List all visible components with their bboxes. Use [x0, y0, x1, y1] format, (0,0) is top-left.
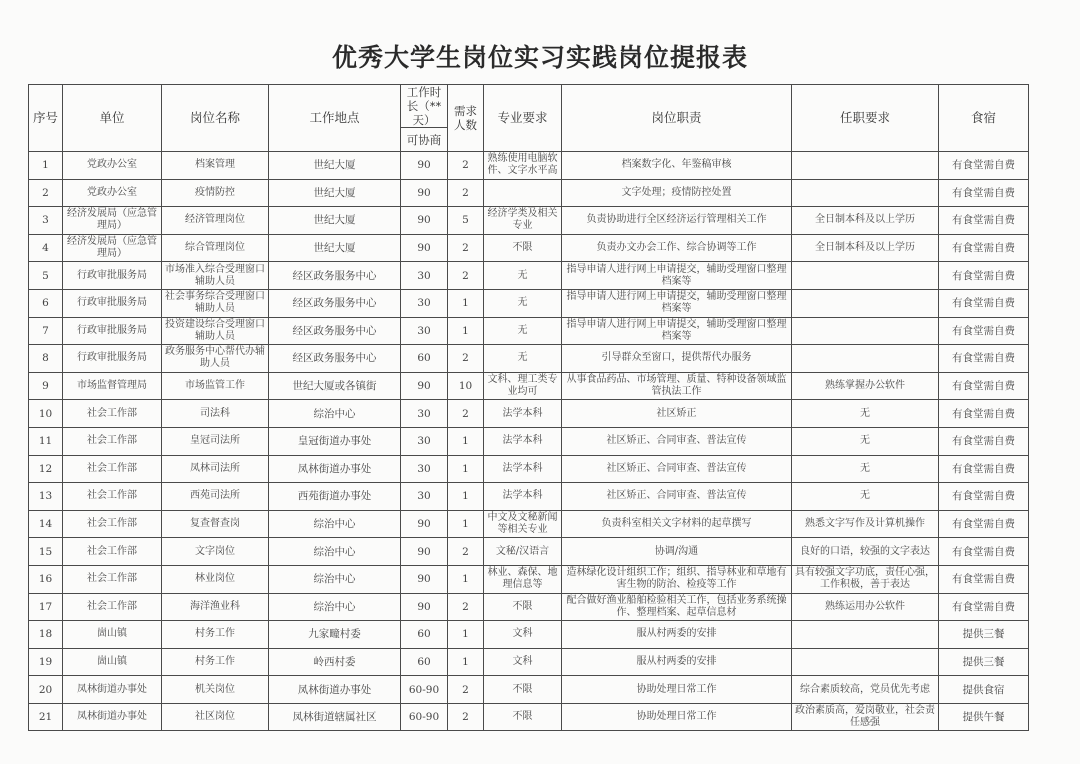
cell-duration: 60-90	[401, 676, 448, 704]
cell-seq: 3	[29, 207, 63, 235]
cell-major: 无	[484, 345, 562, 373]
cell-requirements	[792, 152, 939, 180]
cell-unit: 社会工作部	[63, 593, 162, 621]
cell-board: 提供三餐	[939, 621, 1029, 649]
cell-location: 皇冠街道办事处	[269, 427, 401, 455]
cell-board: 提供三餐	[939, 648, 1029, 676]
table-row	[29, 207, 1029, 235]
cell-position: 司法科	[162, 400, 269, 428]
cell-duties: 协调/沟通	[562, 538, 792, 566]
cell-seq: 13	[29, 483, 63, 511]
cell-duration: 60	[401, 621, 448, 649]
cell-location: 岭西村委	[269, 648, 401, 676]
cell-unit: 社会工作部	[63, 538, 162, 566]
positions-table	[28, 84, 1029, 731]
cell-duties: 配合做好渔业船舶检验相关工作，包括业务系统操作、整理档案、起草信息材	[562, 593, 792, 621]
table-row	[29, 455, 1029, 483]
cell-count: 2	[448, 179, 484, 207]
table-row	[29, 400, 1029, 428]
cell-requirements: 无	[792, 427, 939, 455]
cell-count: 1	[448, 510, 484, 538]
cell-count: 2	[448, 152, 484, 180]
cell-major: 中文及文秘新闻等相关专业	[484, 510, 562, 538]
cell-count: 2	[448, 538, 484, 566]
cell-location: 世纪大厦或各镇街	[269, 372, 401, 400]
cell-seq: 7	[29, 317, 63, 345]
cell-duties: 负责办文办会工作、综合协调等工作	[562, 234, 792, 262]
cell-seq: 15	[29, 538, 63, 566]
cell-board: 提供午餐	[939, 703, 1029, 731]
table-row	[29, 427, 1029, 455]
cell-duties: 社区矫正	[562, 400, 792, 428]
cell-location: 西苑街道办事处	[269, 483, 401, 511]
cell-location: 凤林街道辖属社区	[269, 703, 401, 731]
header-duties: 岗位职责	[562, 85, 792, 152]
cell-count: 1	[448, 317, 484, 345]
cell-position: 西苑司法所	[162, 483, 269, 511]
cell-seq: 4	[29, 234, 63, 262]
cell-seq: 18	[29, 621, 63, 649]
cell-count: 1	[448, 565, 484, 593]
cell-requirements: 良好的口语，较强的文字表达	[792, 538, 939, 566]
cell-requirements	[792, 317, 939, 345]
cell-unit: 经济发展局（应急管理局）	[63, 207, 162, 235]
cell-duration: 90	[401, 593, 448, 621]
table-row	[29, 593, 1029, 621]
cell-duties: 社区矫正、合同审查、普法宣传	[562, 483, 792, 511]
cell-board: 有食堂需自费	[939, 262, 1029, 290]
cell-board: 有食堂需自费	[939, 152, 1029, 180]
cell-count: 1	[448, 289, 484, 317]
cell-requirements	[792, 621, 939, 649]
table-row	[29, 345, 1029, 373]
cell-position: 综合管理岗位	[162, 234, 269, 262]
cell-location: 凤林街道办事处	[269, 676, 401, 704]
cell-requirements	[792, 179, 939, 207]
cell-position: 机关岗位	[162, 676, 269, 704]
cell-count: 2	[448, 345, 484, 373]
cell-duties: 指导申请人进行网上申请提交，辅助受理窗口整理档案等	[562, 289, 792, 317]
cell-location: 世纪大厦	[269, 152, 401, 180]
cell-duration: 30	[401, 400, 448, 428]
table-row	[29, 289, 1029, 317]
cell-duties: 服从村两委的安排	[562, 621, 792, 649]
cell-duration: 90	[401, 510, 448, 538]
cell-requirements: 熟练掌握办公软件	[792, 372, 939, 400]
cell-requirements: 熟练运用办公软件	[792, 593, 939, 621]
table-row	[29, 317, 1029, 345]
cell-major: 文科、理工类专业均可	[484, 372, 562, 400]
cell-major	[484, 179, 562, 207]
cell-board: 有食堂需自费	[939, 345, 1029, 373]
cell-major: 熟练使用电脑软件、文字水平高	[484, 152, 562, 180]
cell-duties: 指导申请人进行网上申请提交，辅助受理窗口整理档案等	[562, 262, 792, 290]
cell-seq: 17	[29, 593, 63, 621]
cell-duties: 指导申请人进行网上申请提交，辅助受理窗口整理档案等	[562, 317, 792, 345]
header-count: 需求人数	[448, 85, 484, 152]
cell-seq: 12	[29, 455, 63, 483]
cell-count: 1	[448, 621, 484, 649]
cell-count: 1	[448, 427, 484, 455]
cell-duties: 负责科室相关文字材料的起草撰写	[562, 510, 792, 538]
cell-duties: 文字处理；疫情防控处置	[562, 179, 792, 207]
header-unit: 单位	[63, 85, 162, 152]
cell-board: 有食堂需自费	[939, 207, 1029, 235]
cell-location: 经区政务服务中心	[269, 345, 401, 373]
cell-unit: 党政办公室	[63, 152, 162, 180]
cell-board: 有食堂需自费	[939, 400, 1029, 428]
cell-count: 2	[448, 400, 484, 428]
cell-requirements	[792, 345, 939, 373]
cell-location: 综治中心	[269, 565, 401, 593]
table-row	[29, 621, 1029, 649]
header-major: 专业要求	[484, 85, 562, 152]
cell-location: 世纪大厦	[269, 234, 401, 262]
table-row	[29, 262, 1029, 290]
cell-unit: 社会工作部	[63, 510, 162, 538]
cell-count: 2	[448, 703, 484, 731]
cell-major: 法学本科	[484, 400, 562, 428]
cell-board: 有食堂需自费	[939, 427, 1029, 455]
table-row	[29, 676, 1029, 704]
cell-seq: 10	[29, 400, 63, 428]
cell-location: 世纪大厦	[269, 179, 401, 207]
cell-location: 综治中心	[269, 593, 401, 621]
table-row	[29, 152, 1029, 180]
cell-seq: 9	[29, 372, 63, 400]
cell-board: 有食堂需自费	[939, 455, 1029, 483]
cell-duration: 90	[401, 207, 448, 235]
cell-major: 无	[484, 289, 562, 317]
cell-duration: 60-90	[401, 703, 448, 731]
cell-requirements: 无	[792, 483, 939, 511]
cell-unit: 社会工作部	[63, 427, 162, 455]
header-requirements: 任职要求	[792, 85, 939, 152]
cell-duration: 30	[401, 427, 448, 455]
cell-requirements: 熟悉文字写作及计算机操作	[792, 510, 939, 538]
cell-duties: 协助处理日常工作	[562, 676, 792, 704]
cell-requirements: 具有较强文字功底，责任心强，工作积极，善于表达	[792, 565, 939, 593]
cell-duties: 社区矫正、合同审查、普法宣传	[562, 455, 792, 483]
cell-position: 社会事务综合受理窗口辅助人员	[162, 289, 269, 317]
cell-seq: 11	[29, 427, 63, 455]
cell-unit: 社会工作部	[63, 565, 162, 593]
cell-board: 有食堂需自费	[939, 234, 1029, 262]
cell-requirements	[792, 648, 939, 676]
table-row	[29, 510, 1029, 538]
cell-location: 经区政务服务中心	[269, 317, 401, 345]
cell-board: 有食堂需自费	[939, 538, 1029, 566]
cell-location: 经区政务服务中心	[269, 262, 401, 290]
cell-unit: 社会工作部	[63, 455, 162, 483]
cell-unit: 凤林街道办事处	[63, 676, 162, 704]
cell-major: 法学本科	[484, 427, 562, 455]
header-location: 工作地点	[269, 85, 401, 152]
cell-duties: 社区矫正、合同审查、普法宣传	[562, 427, 792, 455]
cell-position: 林业岗位	[162, 565, 269, 593]
header-board: 食宿	[939, 85, 1029, 152]
cell-position: 经济管理岗位	[162, 207, 269, 235]
cell-count: 2	[448, 262, 484, 290]
cell-count: 5	[448, 207, 484, 235]
cell-position: 政务服务中心帮代办辅助人员	[162, 345, 269, 373]
cell-count: 2	[448, 593, 484, 621]
cell-major: 文科	[484, 621, 562, 649]
cell-position: 投资建设综合受理窗口辅助人员	[162, 317, 269, 345]
cell-board: 有食堂需自费	[939, 179, 1029, 207]
cell-location: 经区政务服务中心	[269, 289, 401, 317]
cell-major: 文秘/汉语言	[484, 538, 562, 566]
cell-board: 有食堂需自费	[939, 593, 1029, 621]
cell-unit: 行政审批服务局	[63, 289, 162, 317]
cell-unit: 崮山镇	[63, 648, 162, 676]
cell-requirements: 全日制本科及以上学历	[792, 207, 939, 235]
cell-location: 世纪大厦	[269, 207, 401, 235]
cell-unit: 经济发展局（应急管理局）	[63, 234, 162, 262]
cell-unit: 凤林街道办事处	[63, 703, 162, 731]
cell-unit: 市场监督管理局	[63, 372, 162, 400]
cell-duration: 60	[401, 345, 448, 373]
cell-seq: 16	[29, 565, 63, 593]
cell-duration: 90	[401, 372, 448, 400]
cell-requirements	[792, 289, 939, 317]
cell-unit: 崮山镇	[63, 621, 162, 649]
cell-location: 综治中心	[269, 400, 401, 428]
table-row	[29, 372, 1029, 400]
cell-duties: 服从村两委的安排	[562, 648, 792, 676]
cell-unit: 行政审批服务局	[63, 345, 162, 373]
cell-major: 法学本科	[484, 483, 562, 511]
cell-position: 海洋渔业科	[162, 593, 269, 621]
cell-board: 有食堂需自费	[939, 483, 1029, 511]
cell-unit: 社会工作部	[63, 400, 162, 428]
cell-requirements: 综合素质较高，党员优先考虑	[792, 676, 939, 704]
cell-duration: 30	[401, 483, 448, 511]
table-row	[29, 648, 1029, 676]
cell-position: 复查督查岗	[162, 510, 269, 538]
cell-major: 无	[484, 262, 562, 290]
cell-major: 不限	[484, 234, 562, 262]
cell-duties: 从事食品药品、市场管理、质量、特种设备领域监管执法工作	[562, 372, 792, 400]
cell-location: 综治中心	[269, 538, 401, 566]
cell-board: 有食堂需自费	[939, 289, 1029, 317]
cell-unit: 党政办公室	[63, 179, 162, 207]
table-row	[29, 483, 1029, 511]
cell-duties: 造林绿化设计组织工作；组织、指导林业和草地有害生物的防治、检疫等工作	[562, 565, 792, 593]
cell-seq: 14	[29, 510, 63, 538]
cell-seq: 20	[29, 676, 63, 704]
cell-duration: 90	[401, 152, 448, 180]
cell-location: 九家疃村委	[269, 621, 401, 649]
cell-requirements: 无	[792, 455, 939, 483]
cell-position: 凤林司法所	[162, 455, 269, 483]
cell-major: 法学本科	[484, 455, 562, 483]
cell-board: 有食堂需自费	[939, 317, 1029, 345]
cell-duration: 90	[401, 234, 448, 262]
cell-duration: 60	[401, 648, 448, 676]
cell-board: 有食堂需自费	[939, 565, 1029, 593]
page-title: 优秀大学生岗位实习实践岗位提报表	[331, 43, 748, 72]
cell-count: 1	[448, 648, 484, 676]
cell-position: 村务工作	[162, 648, 269, 676]
cell-unit: 社会工作部	[63, 483, 162, 511]
cell-count: 1	[448, 455, 484, 483]
cell-location: 综治中心	[269, 510, 401, 538]
cell-duration: 30	[401, 289, 448, 317]
cell-duties: 协助处理日常工作	[562, 703, 792, 731]
cell-location: 凤林街道办事处	[269, 455, 401, 483]
cell-seq: 8	[29, 345, 63, 373]
cell-requirements: 政治素质高，爱岗敬业，社会责任感强	[792, 703, 939, 731]
cell-count: 2	[448, 234, 484, 262]
cell-major: 文科	[484, 648, 562, 676]
cell-duration: 90	[401, 565, 448, 593]
cell-duration: 90	[401, 179, 448, 207]
table-row	[29, 179, 1029, 207]
cell-major: 林业、森保、地理信息等	[484, 565, 562, 593]
cell-seq: 1	[29, 152, 63, 180]
table-row	[29, 565, 1029, 593]
cell-major: 不限	[484, 593, 562, 621]
cell-duration: 30	[401, 262, 448, 290]
cell-major: 不限	[484, 703, 562, 731]
cell-requirements	[792, 262, 939, 290]
cell-position: 文字岗位	[162, 538, 269, 566]
cell-unit: 行政审批服务局	[63, 262, 162, 290]
cell-requirements: 全日制本科及以上学历	[792, 234, 939, 262]
cell-duration: 30	[401, 455, 448, 483]
cell-major: 不限	[484, 676, 562, 704]
cell-position: 档案管理	[162, 152, 269, 180]
cell-duties: 引导群众至窗口，提供帮代办服务	[562, 345, 792, 373]
cell-duration: 90	[401, 538, 448, 566]
cell-major: 经济学类及相关专业	[484, 207, 562, 235]
cell-requirements: 无	[792, 400, 939, 428]
cell-duration: 30	[401, 317, 448, 345]
cell-position: 市场监管工作	[162, 372, 269, 400]
header-duration: 工作时长（**天）	[401, 85, 448, 128]
table-row	[29, 538, 1029, 566]
cell-seq: 6	[29, 289, 63, 317]
cell-seq: 21	[29, 703, 63, 731]
header-seq: 序号	[29, 85, 63, 152]
cell-seq: 19	[29, 648, 63, 676]
cell-unit: 行政审批服务局	[63, 317, 162, 345]
cell-count: 10	[448, 372, 484, 400]
cell-position: 皇冠司法所	[162, 427, 269, 455]
cell-board: 有食堂需自费	[939, 510, 1029, 538]
cell-count: 2	[448, 676, 484, 704]
header-duration-negotiable: 可协商	[401, 128, 448, 152]
cell-seq: 2	[29, 179, 63, 207]
table-row	[29, 234, 1029, 262]
cell-major: 无	[484, 317, 562, 345]
header-position: 岗位名称	[162, 85, 269, 152]
cell-count: 1	[448, 483, 484, 511]
cell-duties: 档案数字化、年鉴稿审核	[562, 152, 792, 180]
cell-duties: 负责协助进行全区经济运行管理相关工作	[562, 207, 792, 235]
cell-position: 社区岗位	[162, 703, 269, 731]
table-row	[29, 703, 1029, 731]
cell-seq: 5	[29, 262, 63, 290]
cell-board: 提供食宿	[939, 676, 1029, 704]
cell-board: 有食堂需自费	[939, 372, 1029, 400]
cell-position: 村务工作	[162, 621, 269, 649]
cell-position: 市场准入综合受理窗口辅助人员	[162, 262, 269, 290]
cell-position: 疫情防控	[162, 179, 269, 207]
